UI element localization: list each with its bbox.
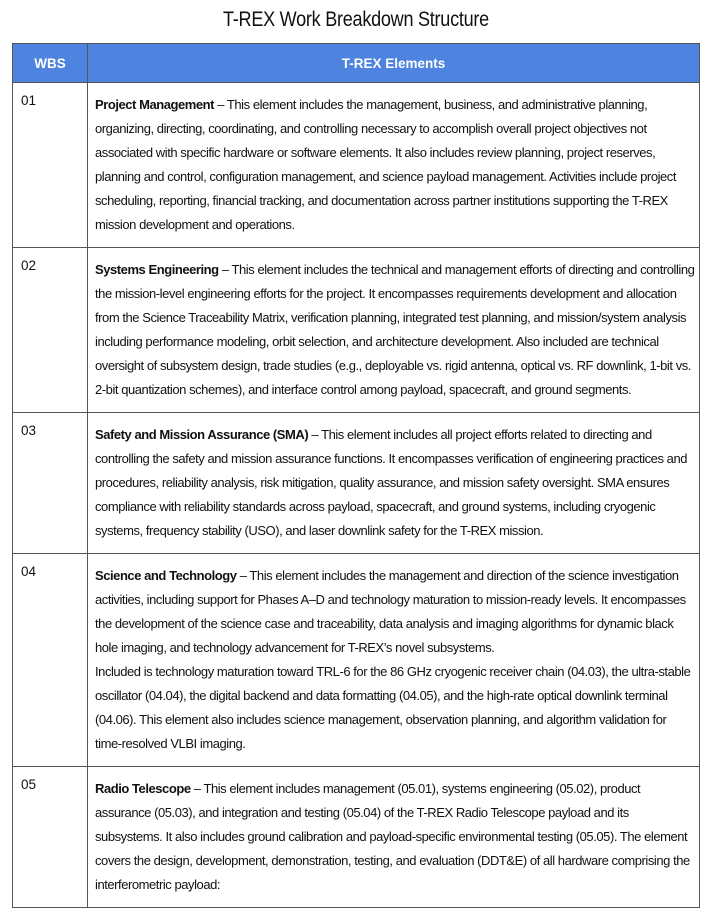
wbs-number: 03 (13, 413, 88, 554)
header-wbs: WBS (13, 44, 88, 83)
element-text: – This element includes the management and direction of the science investigation activities, including support for Phases A–D and technology maturation to mission-ready levels. It encompasses the development of the science case and traceability, data analysis and imaging algorithms for dynamic black hole imaging, and technology advancement for T-REX’s novel subsystems. (95, 568, 686, 655)
wbs-number: 02 (13, 248, 88, 413)
element-name: Science and Technology (95, 568, 237, 583)
element-text: – This element includes the management, business, and administrative planning, organizing, directing, coordinating, and controlling necessary to accomplish overall project objectives not associated with specific hardware or software elements. It also includes review planning, project reserves, planning and control, configuration management, and science payload management. Activities include project scheduling, reporting, financial tracking, and documentation across partner institutions supporting the T-REX mission development and operations. (95, 97, 677, 232)
wbs-number: 01 (13, 83, 88, 248)
element-description (88, 83, 700, 248)
wbs-number: 04 (13, 554, 88, 767)
element-name: Systems Engineering (95, 262, 219, 277)
element-description (88, 554, 700, 767)
element-description (88, 413, 700, 554)
page-title: T-REX Work Breakdown Structure (223, 8, 489, 31)
table-row (13, 413, 700, 554)
element-text: – This element includes all project efforts related to directing and controlling the safety and mission assurance functions. It encompasses verification of engineering practices and procedures, reliability analysis, risk mitigation, quality assurance, and mission safety oversight. SMA ensures compliance with reliability standards across payload, spacecraft, and ground systems, including cryogenic systems, frequency stability (USO), and laser downlink safety for the T-REX mission. (95, 427, 688, 538)
table-row (13, 554, 700, 767)
element-name: Radio Telescope (95, 781, 191, 796)
table-row (13, 83, 700, 248)
wbs-table (12, 43, 700, 908)
table-header-row (13, 44, 700, 83)
element-text: – This element includes management (05.01), systems engineering (05.02), product assurance (05.03), and integration and testing (05.04) of the T-REX Radio Telescope payload and its subsystems. It also includes ground calibration and payload-specific environmental testing (05.05). The element covers the design, development, demonstration, testing, and evaluation (DDT&E) of all hardware comprising the interferometric payload: (95, 781, 690, 892)
table-row (13, 248, 700, 413)
table-row (13, 767, 700, 908)
element-name: Safety and Mission Assurance (SMA) (95, 427, 309, 442)
header-elements: T-REX Elements (88, 44, 700, 83)
element-text: – This element includes the technical and management efforts of directing and controlling the mission-level engineering efforts for the project. It encompasses requirements development and allocation from the Science Traceability Matrix, verification planning, integrated test planning, and mission/system analysis including performance modeling, orbit selection, and architecture development. Also included are technical oversight of subsystem design, trade studies (e.g., deployable vs. rigid antenna, optical vs. RF downlink, 1-bit vs. 2-bit quantization schemes), and interface control among payload, spacecraft, and ground segments. (95, 262, 695, 397)
wbs-number: 05 (13, 767, 88, 908)
element-text-continued: Included is technology maturation toward TRL-6 for the 86 GHz cryogenic receiver chain (04.03), the ultra-stable oscillator (04.04), the digital backend and data formatting (04.05), and the high-rate optical downlink terminal (04.06). This element also includes science management, observation planning, and algorithm validation for time-resolved VLBI imaging. (95, 664, 691, 751)
element-name: Project Management (95, 97, 215, 112)
element-description (88, 248, 700, 413)
element-description (88, 767, 700, 908)
